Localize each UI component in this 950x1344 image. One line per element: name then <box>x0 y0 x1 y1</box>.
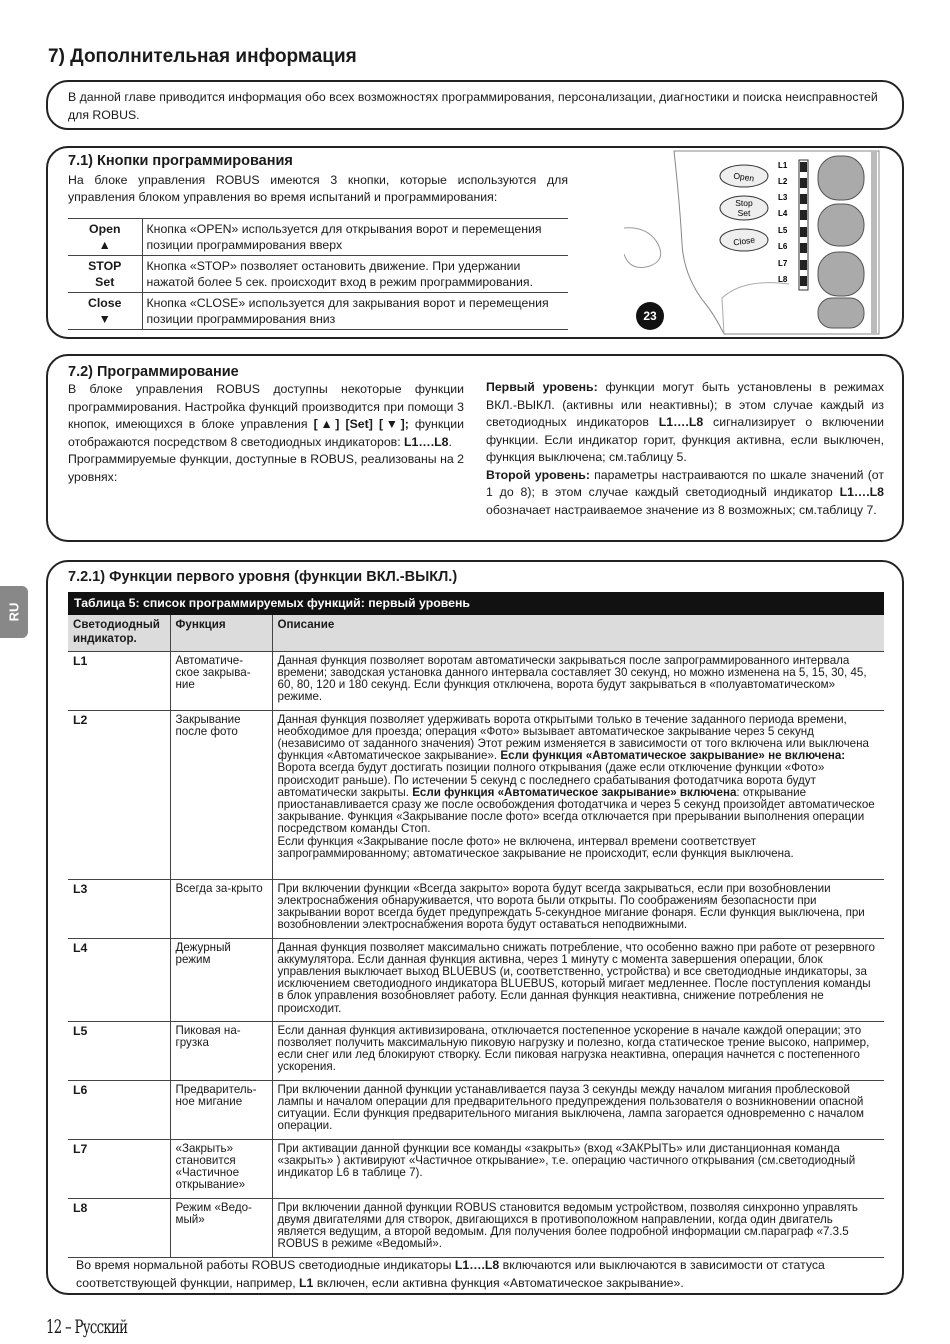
intro-text: В данной главе приводится информация обо всех возможностях программирования, персонализации, диагностики и поиска неисправностей для ROBUS. <box>68 90 878 122</box>
intro-box <box>46 80 904 130</box>
btn-close <box>720 229 768 251</box>
svg-text:L5: L5 <box>778 226 788 235</box>
table-header-row <box>68 615 884 651</box>
table-row <box>68 219 568 256</box>
key-cell: Open ▲ <box>68 219 142 256</box>
page-footer: 12 – Русский <box>46 1316 128 1338</box>
section-title-7-1: 7.1) Кнопки программирования <box>68 153 293 169</box>
language-tab: RU <box>0 586 28 638</box>
svg-text:L2: L2 <box>778 177 788 186</box>
table-row: L8 Режим «Ведо-мый» При включении данной функции ROBUS становится ведомым устройством, позволяя синхронно управлять двумя двигателями для створок, двигающихся в противоположном направлении, когда один двигатель является ведущим, а второй ведомым. Для получения более подробной информации см.параграф «7.3.5 ROBUS в режиме «Ведомый». <box>68 1198 884 1257</box>
table-row: L6 Предваритель-ное мигание При включении данной функции устанавливается пауза 3 секунды между началом мигания проблесковой лампы и началом операции для предварительного предупреждения пользователя о возникновении опасной ситуации. Если функция предварительного мигания выключена, лампа загорается одновременно с началом операции. <box>68 1080 884 1139</box>
control-panel-figure <box>624 148 904 338</box>
table-row: L4 Дежурный режим Данная функция позволяет максимально снижать потребление, что особенно важно при работе от резервного аккумулятора. Если данная функция активна, через 1 минуту с момента завершения операции, блок управления выключает выход BLUEBUS (и, соответственно, устройства) и все светодиодные индикаторы, за исключением светодиодного индикатора BLUEBUS, который мигает медленнее. После поступления команды в блок управления возобновляет работу. Если данная функция неактивна, снижение потребления не происходит. <box>68 938 884 1021</box>
section-level1-functions <box>46 560 904 1295</box>
svg-text:Open: Open <box>732 170 755 184</box>
figure-number: 23 <box>643 309 657 323</box>
functions-table <box>68 592 884 1258</box>
svg-text:L3: L3 <box>778 193 788 202</box>
table-row: L3 Всегда за-крыто При включении функции «Всегда закрыто» ворота будут всегда закрываться, если при возобновлении электроснабжения обнаруживается, что ворота были открыты. По соображениям безопасности при закрывании ворот всегда будет предупреждать 5-секундное мигание фонаря. Если функция выключена, при возобновлении электроснабжения ворота будут оставаться неподвижными. <box>68 879 884 938</box>
section-title-7-2: 7.2) Программирование <box>68 364 239 380</box>
svg-text:L6: L6 <box>778 242 788 251</box>
table-row: L5 Пиковая на-грузка Если данная функция активизирована, отключается постепенное ускорение в начале каждой операции; это позволяет получить максимальную пиковую нагрузку и полезно, когда статическое трение высоко, например, если снег или лед блокируют створку. Если пиковая нагрузка неактивна, операция начнется с постепенного ускорения. <box>68 1021 884 1080</box>
section-text-7-1: На блоке управления ROBUS имеются 3 кнопки, которые используются для управления блоком управления во время испытаний и программирования: <box>68 173 568 204</box>
led-strip <box>799 160 808 290</box>
btn-open <box>720 165 768 187</box>
table-row: L2 Закрывание после фото Данная функция позволяет удерживать ворота открытыми только в течение заданного периода времени, необходимое для проезда; операция «Фото» вызывает автоматическое закрывание через 5 секунд (независимо от заданного значения) Этот режим изменяется в зависимости от того включена или выключена функция «Автоматическое закрывание». Если функция «Автоматическое закрывание» не включена: Ворота всегда будут достигать позиции полного открывания (даже если отключение функции «Фото» происходит раньше). По истечении 5 секунд с последнего срабатывания фотодатчика ворота будут автоматически закрыты. Если функция «Автоматическое закрывание» включена: открывание приостанавливается сразу же после освобождения фотодатчика и через 5 секунд произойдет автоматическое закрывание. Функция «Закрывание после фото» всегда отключается при прерывании выполнения операции посредством команды Стоп. Если функция «Закрывание после фото» не включена, интервал времени соответствует запрограммированному; автоматическое закрывание не происходит, если функция выключена. <box>68 710 884 879</box>
page-title: 7) Дополнительная информация <box>48 46 357 67</box>
desc-cell: Кнопка «CLOSE» используется для закрывания ворот и перемещения позиции программирования вниз <box>142 293 568 330</box>
table-row: L1 Автоматиче-ское закрыва-ние Данная функция позволяет воротам автоматически закрываться после запрограммированного интервала времени; заводская установка данного интервала составляет 30 секунд, но можно изменена на 5, 15, 30, 45, 60, 80, 120 и 180 секунд. Если функция отключена, ворота будут закрываться в «полуавтоматическом» режиме. <box>68 651 884 710</box>
section-buttons <box>46 146 904 339</box>
svg-text:L7: L7 <box>778 259 788 268</box>
svg-text:Set: Set <box>737 208 751 218</box>
btn-stop-set <box>720 196 768 220</box>
table-row: L7 «Закрыть» становится «Частичное открывание» При активации данной функции все команды «закрыть» (вход «ЗАКРЫТЬ» или дистанционная команда «закрыть» ) активируют «Частичное открывание», т.е. операцию частичного открывания (см.светодиодный индикатор L6 в таблице 7). <box>68 1139 884 1198</box>
svg-text:Close: Close <box>732 234 756 248</box>
section-programming <box>46 354 904 542</box>
header-led: Светодиодный индикатор. <box>68 615 170 651</box>
header-description: Описание <box>272 615 884 651</box>
header-function: Функция <box>170 615 272 651</box>
programming-left-text: В блоке управления ROBUS доступны некоторые функции программирования. Настройка функций производится при помощи 3 кнопок, имеющихся в блоке управления [▲] [Set] [▼]; функции отображаются посредством 8 светодиодных индикаторов: L1….L8. Программируемые функции, доступные в ROBUS, реализованы на 2 уровнях: <box>68 382 464 484</box>
table-row <box>68 256 568 293</box>
desc-cell: Кнопка «OPEN» используется для открывания ворот и перемещения позиции программирования вверх <box>142 219 568 256</box>
svg-text:Stop: Stop <box>735 198 753 208</box>
svg-text:L4: L4 <box>778 209 788 218</box>
desc-cell: Кнопка «STOP» позволяет остановить движение. При удержании нажатой более 5 сек. происходит вход в режим программирования. <box>142 256 568 293</box>
key-cell: Close ▼ <box>68 293 142 330</box>
table-note: Во время нормальной работы ROBUS светодиодные индикаторы L1….L8 включаются или выключаются в зависимости от статуса соответствующей функции, например, L1 включен, если активна функция «Автоматическое закрывание». <box>76 1258 825 1290</box>
svg-text:L1: L1 <box>778 161 788 170</box>
buttons-table <box>68 218 568 330</box>
section-title-7-2-1: 7.2.1) Функции первого уровня (функции ВКЛ.-ВЫКЛ.) <box>68 569 458 585</box>
key-cell: STOP Set <box>68 256 142 293</box>
programming-right-text: Первый уровень: функции могут быть установлены в режимах ВКЛ.-ВЫКЛ. (активны или неактивны); в этом случае каждый из светодиодных индикаторов L1….L8 сигнализирует о включении функции. Если индикатор горит, функция активна, если выключен, функция выключена; см.таблицу 5. Второй уровень: параметры настраиваются по шкале значений (от 1 до 8); в этом случае каждый светодиодный индикатор L1….L8 обозначает настраиваемое значение из 8 возможных; см.таблицу 7. <box>486 380 885 517</box>
svg-text:L8: L8 <box>778 275 788 284</box>
table-caption: Таблица 5: список программируемых функций: первый уровень <box>68 592 884 615</box>
led-labels <box>778 161 788 284</box>
table-row <box>68 293 568 330</box>
connector-blocks <box>818 156 864 328</box>
